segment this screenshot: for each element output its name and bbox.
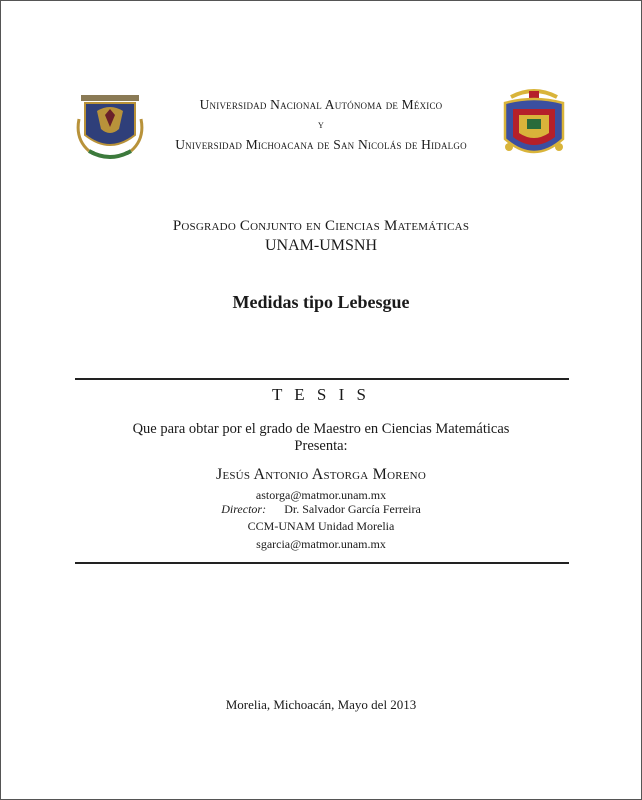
thesis-label: T E S I S xyxy=(271,385,371,404)
director-role-label: Director: xyxy=(221,502,267,516)
author-name: Jesús Antonio Astorga Moreno xyxy=(216,466,426,483)
presents-label: Presenta: xyxy=(294,438,348,454)
top-rule xyxy=(75,378,569,380)
place-and-date: Morelia, Michoacán, Mayo del 2013 xyxy=(225,697,417,712)
thesis-title: Medidas tipo Lebesgue xyxy=(232,292,410,312)
director-institution: CCM-UNAM Unidad Morelia xyxy=(247,519,395,533)
university-name-unam: Universidad Nacional Autónoma de México xyxy=(199,97,443,112)
director-name: Dr. Salvador García Ferreira xyxy=(284,502,421,516)
bottom-rule xyxy=(75,562,569,564)
university-name-umsnh: Universidad Michoacana de San Nicolás de Hidalgo xyxy=(175,137,467,152)
author-email: astorga@matmor.unam.mx xyxy=(255,488,387,502)
director-row xyxy=(1,502,641,517)
degree-purpose: Que para obtar por el grado de Maestro en Ciencias Matemáticas xyxy=(132,421,510,437)
program-institutions: UNAM-UMSNH xyxy=(264,237,377,254)
program-name: Posgrado Conjunto en Ciencias Matemáticas xyxy=(172,218,470,234)
director-email: sgarcia@matmor.unam.mx xyxy=(256,537,386,551)
conjunction: y xyxy=(318,119,324,131)
